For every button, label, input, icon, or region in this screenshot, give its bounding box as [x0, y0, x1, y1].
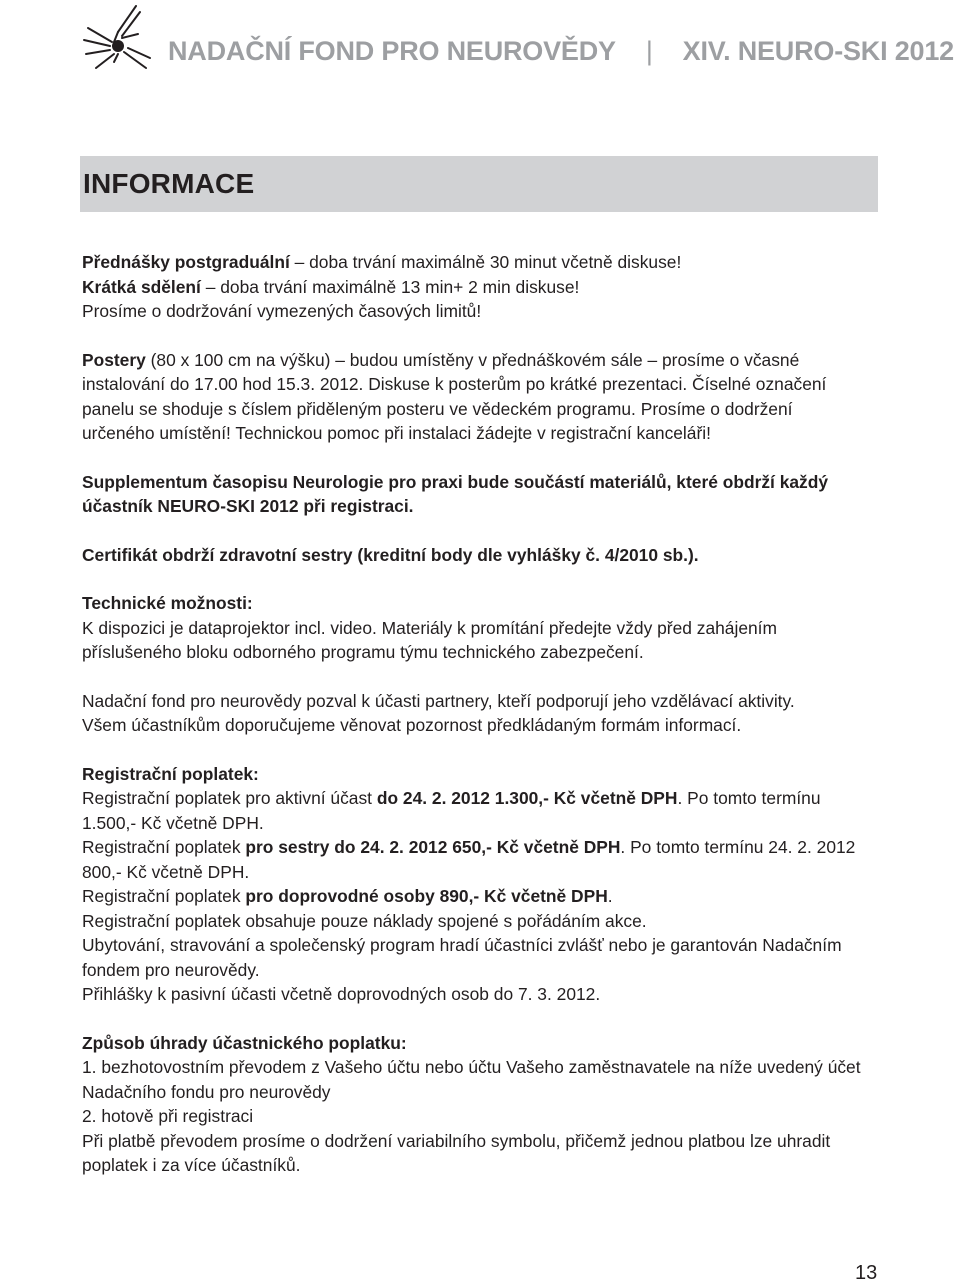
- partners-line-1: Nadační fond pro neurovědy pozval k účasti partnery, kteří podporují jeho vzdělávací aktivity.: [82, 690, 795, 711]
- partners-line-2: Všem účastníkům doporučujeme věnovat pozornost předkládaným formám informací.: [82, 715, 742, 735]
- registration-nurse-fee: [82, 835, 866, 884]
- payment-option-1: 1. bezhotovostním převodem z Vašeho účtu nebo účtu Vašeho zaměstnavatele na níže uvedený účet Nadačního fondu pro neurovědy: [82, 1057, 861, 1102]
- registration-passive-deadline: Přihlášky k pasivní účasti včetně doprovodných osob do 7. 3. 2012.: [82, 984, 601, 1004]
- fee-companion-suffix: .: [607, 886, 613, 906]
- page-header: [78, 2, 954, 84]
- event-name: XIV. NEURO-SKI 2012: [682, 36, 954, 66]
- fee-companion-prefix: Registrační poplatek: [82, 886, 246, 906]
- section-title: INFORMACE: [83, 168, 255, 199]
- posters-text: (80 x 100 cm na výšku) – budou umístěny v přednáškovém sále – prosíme o včasné instalování do 17.00 hod 15.3. 2012. Diskuse k posterům po krátké prezentaci. Číselné označení panelu se shoduje s číslem přiděleným posteru ve vědeckém programu. Prosíme o dodržení určeného umístění! Technickou pomoc při instalaci žádejte v registrační kanceláři!: [82, 349, 827, 443]
- registration-accommodation: Ubytování, stravování a společenský program hradí účastníci zvlášť nebo je garantován Nadačním fondem pro neurovědy.: [82, 935, 842, 980]
- talks-postgrad-text: – doba trvání maximálně 30 minut včetně diskuse!: [289, 252, 682, 272]
- fee-active-amount: do 24. 2. 2012 1.300,- Kč včetně DPH: [376, 788, 678, 808]
- supplement-text: Supplementum časopisu Neurologie pro praxi bude součástí materiálů, které obdrží každý účastník NEURO-SKI 2012 při registraci.: [82, 471, 829, 516]
- payment-heading: [82, 1031, 866, 1056]
- registration-heading: [82, 762, 866, 787]
- payment-option-2: 2. hotově při registraci: [82, 1106, 254, 1126]
- talks-short-text: – doba trvání maximálně 13 min+ 2 min diskuse!: [200, 276, 580, 297]
- talks-line-3: Prosíme o dodržování vymezených časových limitů!: [82, 301, 482, 321]
- header-separator: |: [645, 36, 653, 66]
- registration-companion-fee: [82, 884, 866, 909]
- section-banner: [80, 156, 878, 212]
- posters-paragraph: [82, 348, 866, 446]
- talks-short-label: Krátká sdělení: [82, 276, 201, 297]
- posters-label: Postery: [82, 349, 146, 370]
- registration-heading-text: Registrační poplatek:: [82, 763, 259, 784]
- payment-heading-text: Způsob úhrady účastnického poplatku:: [82, 1032, 407, 1053]
- document-body: [82, 250, 866, 1178]
- technical-heading: [82, 591, 866, 616]
- fee-active-prefix: Registrační poplatek pro aktivní účast: [82, 788, 377, 808]
- technical-text: K dispozici je dataprojektor incl. video. Materiály k promítání předejte vždy před zahájením příslušeného bloku odborného programu týmu technického zabezpečení.: [82, 617, 777, 662]
- technical-heading-text: Technické možnosti:: [82, 593, 253, 613]
- fee-active-suffix: . Po tomto termínu 1.500,- Kč včetně DPH.: [82, 788, 821, 833]
- foundation-name: NADAČNÍ FOND PRO NEUROVĚDY: [168, 36, 616, 66]
- talks-line-2: [82, 275, 866, 300]
- certificate-text: Certifikát obdrží zdravotní sestry (kreditní body dle vyhlášky č. 4/2010 sb.).: [82, 544, 699, 565]
- talks-postgrad-label: Přednášky postgraduální: [82, 252, 290, 272]
- talks-line-1: [82, 250, 866, 275]
- payment-note: Při platbě převodem prosíme o dodržení variabilního symbolu, přičemž jednou platbou lze uhradit poplatek i za více účastníků.: [82, 1130, 831, 1175]
- fee-nurse-suffix: . Po tomto termínu 24. 2. 2012 800,- Kč včetně DPH.: [82, 837, 856, 882]
- page-number: 13: [855, 1262, 878, 1284]
- registration-fee-includes: Registrační poplatek obsahuje pouze náklady spojené s pořádáním akce.: [82, 910, 647, 931]
- header-title: [168, 36, 954, 67]
- registration-active-fee: [82, 786, 866, 835]
- supplement-paragraph: [82, 470, 866, 519]
- neuron-logo-icon: [78, 2, 168, 82]
- fee-nurse-prefix: Registrační poplatek: [82, 837, 246, 857]
- fee-companion-amount: pro doprovodné osoby 890,- Kč včetně DPH: [245, 886, 608, 906]
- certificate-paragraph: [82, 543, 866, 568]
- fee-nurse-amount: pro sestry do 24. 2. 2012 650,- Kč včetně DPH: [245, 837, 621, 857]
